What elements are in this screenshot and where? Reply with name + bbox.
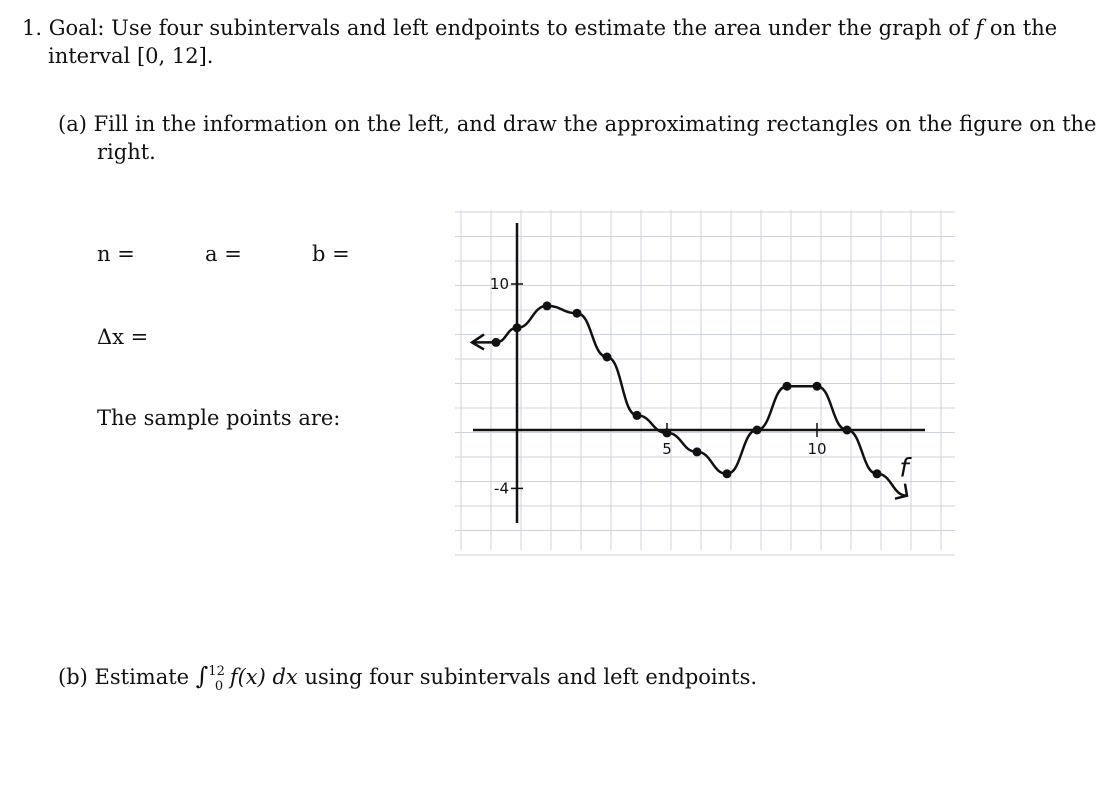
part-a-line2: right. (97, 140, 156, 164)
y-tick-label-10: 10 (489, 275, 509, 293)
n-label: n = (97, 242, 135, 266)
goal-label: Goal: (48, 16, 105, 40)
curve-point (753, 426, 762, 435)
integrand: f(x) dx (229, 665, 298, 689)
curve-label: f (899, 453, 909, 484)
goal-text-tail: on the (989, 16, 1058, 40)
goal-interval-prefix: interval (48, 44, 131, 68)
graph-axes (473, 223, 925, 523)
curve-point (843, 426, 852, 435)
a-label: a = (205, 242, 242, 266)
part-a-label: (a) (58, 112, 87, 136)
problem-number: 1. (22, 16, 43, 40)
graph-grid (455, 210, 955, 555)
part-a-line1 (58, 110, 1097, 138)
part-b-text-post: using four subintervals and left endpoints. (304, 665, 758, 689)
curve-point (783, 382, 792, 391)
curve-point (513, 323, 522, 332)
integral-upper-limit: 12 (208, 664, 225, 679)
x-tick-label-5: 5 (662, 440, 672, 458)
problem-statement-line1 (22, 14, 1057, 42)
x-tick-label-10: 10 (807, 440, 827, 458)
y-tick-label-neg4: -4 (494, 479, 509, 498)
curve-point (693, 447, 702, 456)
goal-interval: [0, 12] (136, 44, 207, 68)
part-b-line (58, 662, 757, 695)
delta-x-label: Δx = (97, 325, 149, 349)
goal-text: Use four subintervals and left endpoints to estimate the area under the graph of (111, 16, 969, 40)
curve-point (873, 469, 882, 478)
curve-point (492, 338, 501, 347)
curve-point (543, 301, 552, 310)
part-b-text-pre: Estimate (94, 665, 190, 689)
curve-point (573, 309, 582, 318)
sample-points-label: The sample points are: (97, 406, 341, 430)
curve-point (663, 428, 672, 437)
curve-point (723, 469, 732, 478)
curve-point (603, 353, 612, 362)
part-b-label: (b) (58, 665, 88, 689)
problem-statement-line2 (48, 42, 213, 70)
curve-point (813, 382, 822, 391)
integral-sign: ∫ (195, 662, 209, 690)
goal-period: . (206, 44, 214, 68)
goal-function-symbol: f (975, 16, 984, 40)
function-graph (455, 205, 960, 555)
part-a-instructions: Fill in the information on the left, and draw the approximating rectangles on the figure on the (93, 112, 1097, 136)
b-label: b = (312, 242, 350, 266)
integral-lower-limit: 0 (214, 679, 224, 694)
curve-point (633, 411, 642, 420)
